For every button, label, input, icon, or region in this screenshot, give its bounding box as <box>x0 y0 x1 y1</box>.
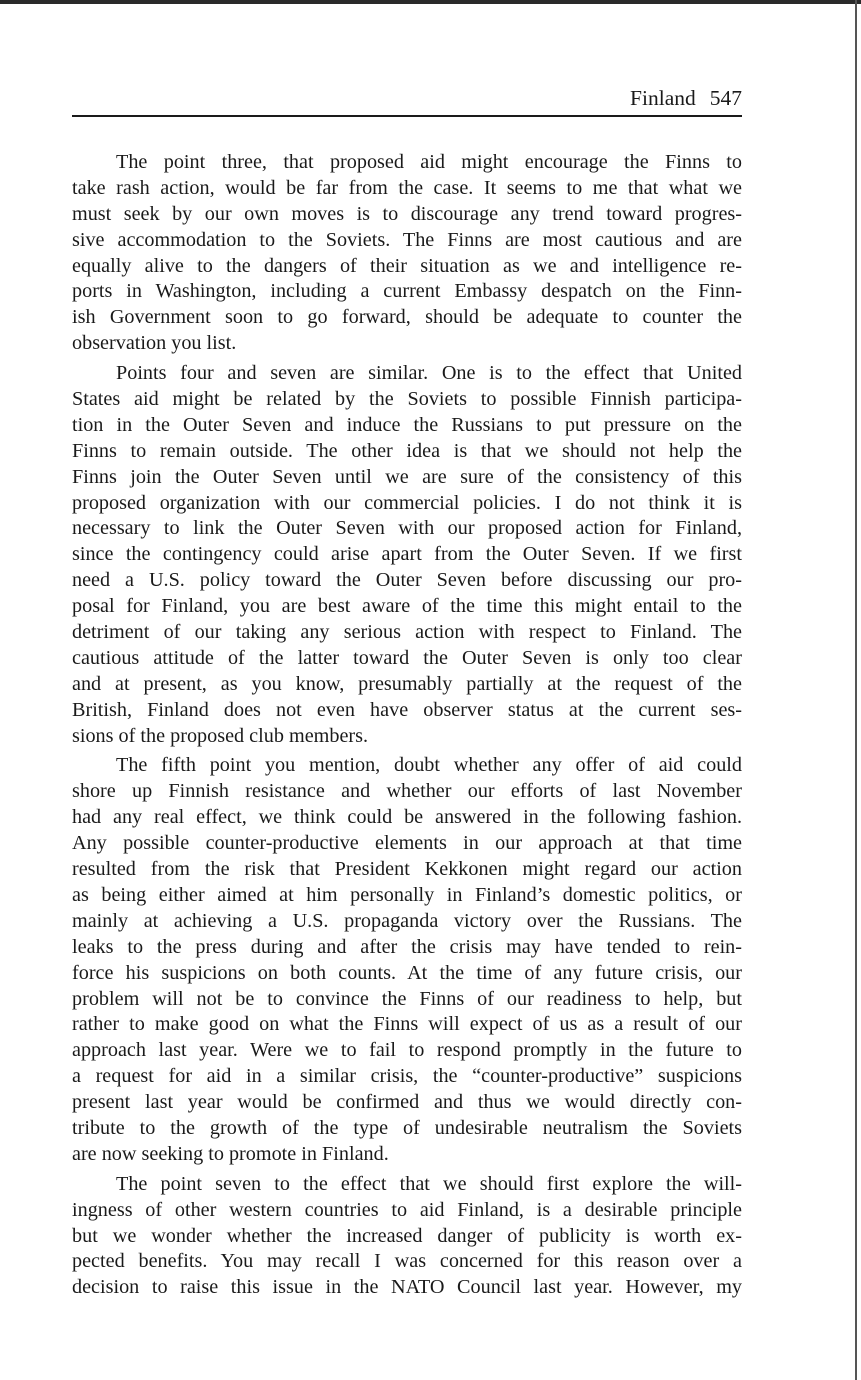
text-line: mainly at achieving a U.S. propaganda victory over the Russians. The <box>72 909 742 932</box>
text-line: leaks to the press during and after the crisis may have tended to rein- <box>72 935 742 958</box>
text-line: tion in the Outer Seven and induce the Russians to put pressure on the <box>72 413 742 436</box>
text-line: take rash action, would be far from the case. It seems to me that what we <box>72 176 742 199</box>
text-line: cautious attitude of the latter toward the Outer Seven is only too clear <box>72 646 742 669</box>
text-line: approach last year. Were we to fail to respond promptly in the future to <box>72 1039 742 1062</box>
text-line: resulted from the risk that President Kekkonen might regard our action <box>72 858 742 881</box>
text-line: The point three, that proposed aid might encourage the Finns to <box>116 151 742 173</box>
text-line: pected benefits. You may recall I was concerned for this reason over a <box>72 1250 742 1273</box>
text-line: necessary to link the Outer Seven with our proposed action for Finland, <box>72 517 742 540</box>
text-line: The point seven to the effect that we should first explore the will- <box>116 1172 742 1195</box>
text-line: Finns to remain outside. The other idea is that we should not help the <box>72 439 742 462</box>
paragraph-point-seven <box>72 1172 742 1301</box>
text-line: Points four and seven are similar. One is to the effect that United <box>116 362 742 385</box>
text-line: Finns join the Outer Seven until we are sure of the consistency of this <box>72 465 742 488</box>
text-line: present last year would be confirmed and thus we would directly con- <box>72 1091 742 1114</box>
text-line: detriment of our taking any serious action with respect to Finland. The <box>72 621 742 644</box>
text-line: are now seeking to promote in Finland. <box>72 1142 389 1165</box>
text-line: observation you list. <box>72 332 237 355</box>
text-line: ish Government soon to go forward, should be adequate to counter the <box>72 306 742 329</box>
page-right-edge <box>855 0 857 1380</box>
text-line: British, Finland does not even have observer status at the current ses- <box>72 698 742 721</box>
text-line: as being either aimed at him personally in Finland’s domestic politics, or <box>72 883 742 906</box>
text-line: posal for Finland, you are best aware of the time this might entail to the <box>72 595 742 618</box>
header-rule <box>72 115 742 117</box>
page-number: 547 <box>709 86 742 110</box>
paragraph-fifth-point <box>72 753 742 1167</box>
text-line: since the contingency could arise apart from the Outer Seven. If we first <box>72 543 742 566</box>
text-line: sive accommodation to the Soviets. The Finns are most cautious and are <box>72 228 742 251</box>
text-line: and at present, as you know, presumably partially at the request of the <box>72 672 742 695</box>
paragraph-points-four-seven <box>72 361 742 749</box>
text-line: problem will not be to convince the Finns of our readiness to help, but <box>72 987 742 1010</box>
paragraph-point-three <box>72 150 742 357</box>
text-line: ports in Washington, including a current Embassy despatch on the Finn- <box>72 280 742 303</box>
body-text <box>72 150 742 1305</box>
page-top-edge <box>0 0 861 4</box>
text-line: equally alive to the dangers of their situation as we and intelligence re- <box>72 254 742 277</box>
text-line: Any possible counter-productive elements in our approach at that time <box>72 832 742 855</box>
text-line: must seek by our own moves is to discourage any trend toward progres- <box>72 202 742 225</box>
text-line: force his suspicions on both counts. At the time of any future crisis, our <box>72 961 742 984</box>
text-line: tribute to the growth of the type of undesirable neutralism the Soviets <box>72 1116 742 1139</box>
text-line: but we wonder whether the increased danger of publicity is worth ex- <box>72 1224 742 1247</box>
text-line: decision to raise this issue in the NATO Council last year. However, my <box>72 1276 742 1299</box>
running-head <box>72 84 742 112</box>
text-line: need a U.S. policy toward the Outer Seven before discussing our pro- <box>72 569 742 592</box>
text-line: rather to make good on what the Finns will expect of us as a result of our <box>72 1013 742 1036</box>
text-line: sions of the proposed club members. <box>72 724 369 747</box>
text-line: ingness of other western countries to aid Finland, is a desirable principle <box>72 1198 742 1221</box>
text-line: a request for aid in a similar crisis, the “counter-productive” suspicions <box>72 1065 742 1088</box>
text-line: shore up Finnish resistance and whether our efforts of last November <box>72 780 742 803</box>
text-line: The fifth point you mention, doubt whether any offer of aid could <box>116 754 742 777</box>
text-line: States aid might be related by the Soviets to possible Finnish participa- <box>72 388 742 411</box>
text-line: proposed organization with our commercial policies. I do not think it is <box>72 491 742 514</box>
running-head-title: Finland <box>630 86 696 110</box>
text-line: had any real effect, we think could be answered in the following fashion. <box>72 806 742 829</box>
